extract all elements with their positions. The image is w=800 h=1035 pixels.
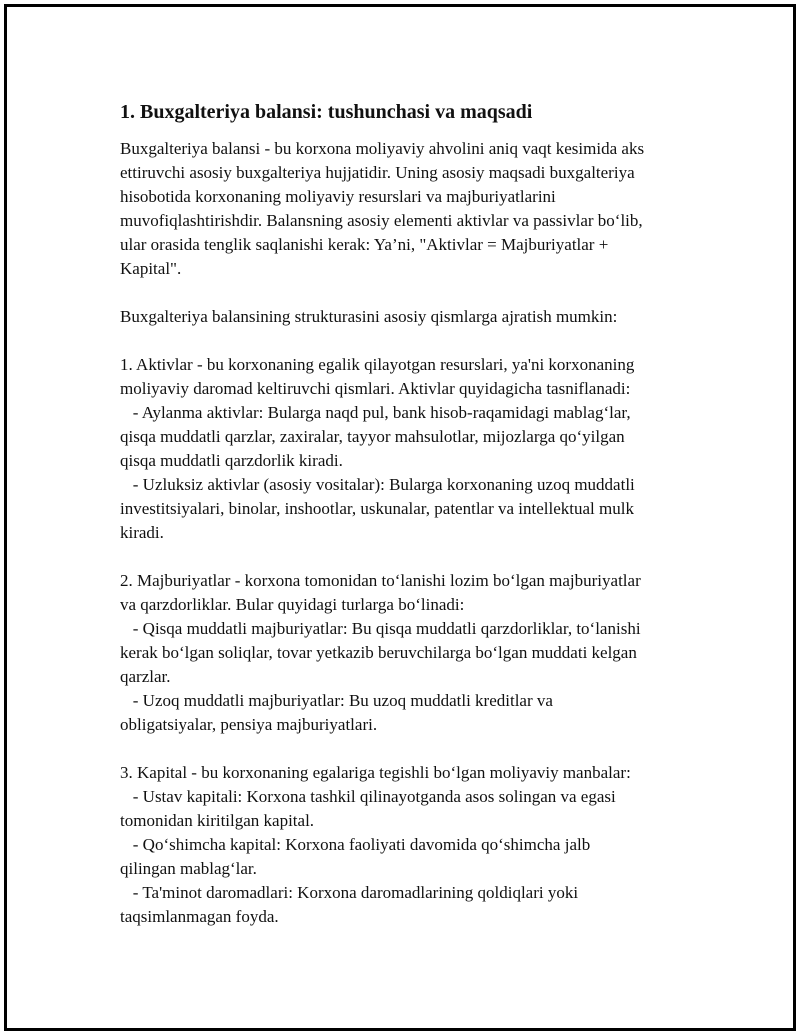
list-line: - Qo‘shimcha kapital: Korxona faoliyati davomida qo‘shimcha jalb [120,835,591,854]
list-line: moliyaviy daromad keltiruvchi qismlari. Aktivlar quyidagicha tasniflanadi: [120,379,631,398]
intro-line: Kapital". [120,259,182,278]
list-line: tomonidan kiritilgan kapital. [120,811,315,830]
list-line: kiradi. [120,523,164,542]
intro-line: ettiruvchi asosiy buxgalteriya hujjatidir. Uning asosiy maqsadi buxgalteriya [120,163,635,182]
list-line: qilingan mablag‘lar. [120,859,257,878]
list-line: - Ustav kapitali: Korxona tashkil qilinayotganda asos solingan va egasi [120,787,616,806]
document-page [4,4,796,1031]
intro-line: Buxgalteriya balansi - bu korxona moliyaviy ahvolini aniq vaqt kesimida aks [120,139,645,158]
list-line: - Aylanma aktivlar: Bularga naqd pul, bank hisob-raqamidagi mablag‘lar, [120,403,631,422]
list-line: va qarzdorliklar. Bular quyidagi turlarga bo‘linadi: [120,595,465,614]
list-line: 3. Kapital - bu korxonaning egalariga tegishli bo‘lgan moliyaviy manbalar: [120,763,631,782]
list-line: - Uzoq muddatli majburiyatlar: Bu uzoq muddatli kreditlar va [120,691,553,710]
list-line: 2. Majburiyatlar - korxona tomonidan to‘lanishi lozim bo‘lgan majburiyatlar [120,571,641,590]
intro-paragraph [120,137,700,281]
list-line: qisqa muddatli qarzdorlik kiradi. [120,451,343,470]
intro-line: hisobotida korxonaning moliyaviy resurslari va majburiyatlarini [120,187,556,206]
list-line: kerak bo‘lgan soliqlar, tovar yetkazib beruvchilarga bo‘lgan muddati kelgan [120,643,637,662]
intro-line: muvofiqlashtirishdir. Balansning asosiy elementi aktivlar va passivlar bo‘lib, [120,211,643,230]
list-line: investitsiyalari, binolar, inshootlar, uskunalar, patentlar va intellektual mulk [120,499,634,518]
list-line: - Qisqa muddatli majburiyatlar: Bu qisqa muddatli qarzdorliklar, to‘lanishi [120,619,641,638]
list-line: qarzlar. [120,667,171,686]
paragraph-gap [120,329,700,353]
paragraph-gap [120,737,700,761]
paragraph-gap [120,545,700,569]
list-line: obligatsiyalar, pensiya majburiyatlari. [120,715,378,734]
list-line: - Uzluksiz aktivlar (asosiy vositalar): Bularga korxonaning uzoq muddatli [120,475,635,494]
list-item-assets [120,353,700,545]
document-body [120,99,700,929]
list-item-liabilities [120,569,700,737]
structure-intro: Buxgalteriya balansining strukturasini asosiy qismlarga ajratish mumkin: [120,307,618,326]
intro-line: ular orasida tenglik saqlanishi kerak: Ya’ni, "Aktivlar = Majburiyatlar + [120,235,609,254]
list-line: taqsimlanmagan foyda. [120,907,279,926]
list-line: qisqa muddatli qarzlar, zaxiralar, tayyor mahsulotlar, mijozlarga qo‘yilgan [120,427,625,446]
paragraph-gap [120,281,700,305]
list-item-capital [120,761,700,929]
list-line: - Ta'minot daromadlari: Korxona daromadlarining qoldiqlari yoki [120,883,579,902]
section-heading: 1. Buxgalteriya balansi: tushunchasi va maqsadi [120,101,533,123]
list-line: 1. Aktivlar - bu korxonaning egalik qilayotgan resurslari, ya'ni korxonaning [120,355,635,374]
